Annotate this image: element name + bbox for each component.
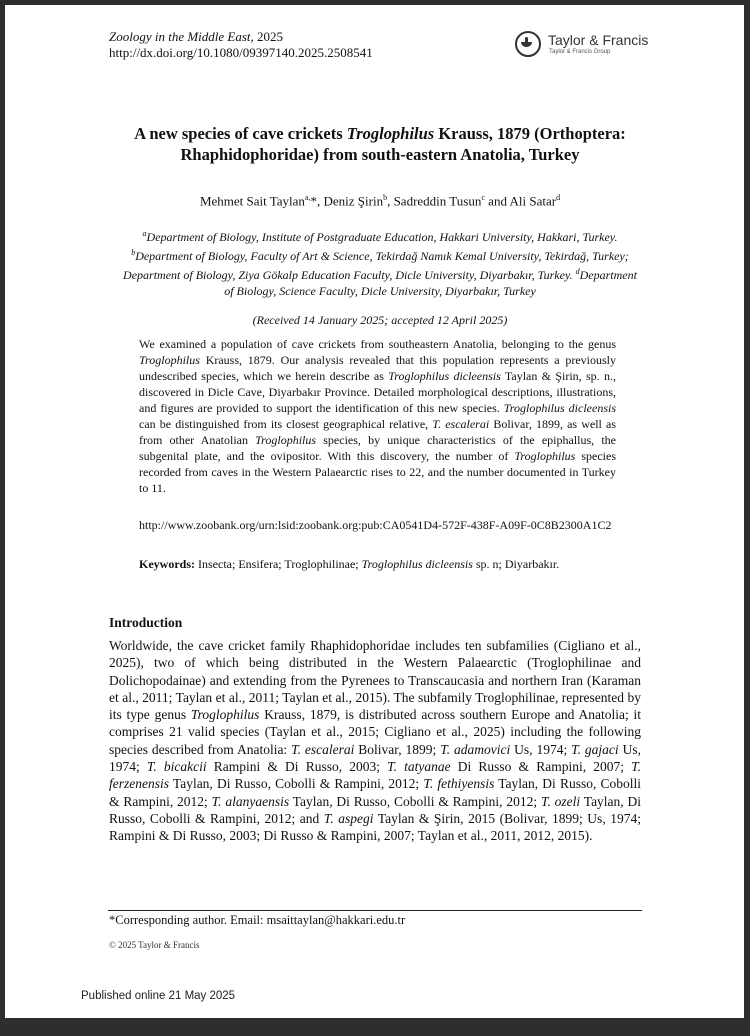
author-affil-marker: a, (304, 193, 311, 202)
italic-taxon: Troglophilus dicleensis (503, 401, 616, 415)
affil-marker: d (575, 267, 580, 276)
author-separator: and (484, 193, 510, 209)
publisher-logo (515, 27, 655, 63)
introduction-paragraph (109, 637, 641, 845)
affil-marker: a (142, 229, 147, 238)
keywords (139, 556, 616, 572)
text-run: Taylan & Şirin, 2015 (Bolivar, 1899; Us, 1974; Rampini & Di Russo, 2003; Di Russo & Rampini, 2007; Taylan et al., 2011, 2012, 2015). (109, 810, 641, 844)
text-run: can be distinguished from its closest geographical relative, (139, 417, 433, 431)
publisher-brand: Taylor & Francis (548, 32, 649, 48)
italic-taxon: T. tatyanae (387, 759, 451, 775)
text-run: We examined a population of cave crickets from southeastern Anatolia, belonging to the genus (139, 337, 616, 351)
author-separator: , (317, 193, 324, 209)
abstract (139, 336, 616, 496)
author-list (115, 193, 645, 209)
italic-taxon: Troglophilus (514, 449, 576, 463)
pdf-page (5, 5, 744, 1018)
affiliations (120, 226, 640, 299)
author-affil-marker: c (481, 193, 485, 202)
text-run: Krauss, 1879. Our analysis revealed that this population represents a previously undescribed species, which we herein describe as (139, 353, 616, 383)
keywords-label: Keywords: (139, 557, 195, 571)
corresponding-author-note: *Corresponding author. Email: msaittaylan@hakkari.edu.tr (109, 913, 406, 927)
text-run: Taylan, Di Russo, Cobolli & Rampini, 2012; (169, 776, 424, 792)
author-affil-marker: d (556, 193, 561, 202)
text-run: Taylan, Di Russo, Cobolli & Rampini, 2012; (289, 793, 541, 809)
italic-taxon: Troglophilus (139, 353, 200, 367)
italic-taxon: Troglophilus (255, 433, 317, 447)
italic-taxon: T. adamovici (440, 741, 511, 757)
text-run: Taylan, Di Russo, Cobolli & Rampini, 2012; and (109, 793, 642, 826)
published-online-date: Published online 21 May 2025 (81, 990, 236, 1002)
text-run: Bolivar, 1899, as well as from other Anatolian (139, 417, 616, 447)
text-run: Taylan, Di Russo, Cobolli & Rampini, 2012; (109, 776, 641, 809)
italic-taxon: T. escalerai (432, 417, 490, 431)
journal-name: Zoology in the Middle East, (109, 29, 254, 44)
italic-taxon: Troglophilus dicleensis (361, 557, 473, 571)
journal-year: 2025 (257, 29, 284, 44)
italic-taxon: T. fethiyensis (423, 776, 495, 792)
affil-marker: b (131, 248, 136, 257)
italic-taxon: Troglophilus (190, 707, 260, 723)
italic-taxon: T. alanyaensis (211, 793, 290, 809)
keywords-list (195, 557, 559, 571)
italic-taxon: T. ozeli (540, 793, 581, 809)
affiliation: Department of Biology, Science Faculty, Dicle University, Diyarbakır, Turkey (224, 268, 637, 298)
title-genus: Troglophilus (346, 124, 435, 143)
text-run: Krauss, 1879, is distributed across southern Europe and Anatolia; it comprises 21 valid species (Taylan et al., 2015; Cigliano et al., 2025) including the following species described from Anatolia: (109, 707, 641, 757)
text-run: species recorded from caves in the Western Palaearctic rises to 22, and the number documented in Turkey to 11. (139, 449, 616, 495)
text-run: Us, 1974; (510, 741, 572, 757)
author-separator: , (387, 193, 394, 209)
italic-taxon: T. aspegi (323, 810, 374, 826)
text-run: Rampini & Di Russo, 2003; (206, 759, 388, 775)
author-affil-marker: b (383, 193, 388, 202)
italic-taxon: T. ferzenensis (109, 759, 641, 792)
affiliation: Department of Biology, Institute of Postgraduate Education, Hakkari University, Hakkari, Turkey. (146, 230, 618, 244)
doi-link[interactable]: http://dx.doi.org/10.1080/09397140.2025.2508541 (109, 45, 373, 60)
zoobank-link[interactable]: http://www.zoobank.org/urn:lsid:zoobank.org:pub:CA0541D4-572F-438F-A09F-0C8B2300A1C2 (139, 518, 612, 532)
text-run: Insecta; Ensifera; Troglophilinae; (195, 557, 362, 571)
title-part-2: Krauss, 1879 (Orthoptera: Rhaphidophoridae) from south-eastern Anatolia, Turkey (180, 124, 626, 164)
text-run: Bolivar, 1899; (354, 741, 441, 757)
publisher-group: Taylor & Francis Group (549, 49, 611, 55)
text-run: sp. n; Diyarbakır. (472, 557, 560, 571)
journal-header (109, 29, 373, 61)
text-run: Worldwide, the cave cricket family Rhaphidophoridae includes ten subfamilies (Cigliano et al., 2025), two of which being distributed in the Western Palaearctic (Troglophilinae and Dolichopodainae) and extending from the Pyrenees to Transcaucasia and northern Iran (Karaman et al., 2011; Taylan et al., 2011; Taylan et al., 2015). The subfamily Troglophilinae, represented by its type genus (109, 638, 641, 723)
text-run: Di Russo & Rampini, 2007; (450, 759, 632, 775)
author-name: Ali Satar (509, 193, 557, 209)
author-name: Deniz Şirin (323, 193, 384, 209)
italic-taxon: Troglophilus dicleensis (388, 369, 501, 383)
italic-taxon: T. bicakcii (146, 759, 207, 775)
author-name: Sadreddin Tusun (393, 193, 482, 209)
italic-taxon: T. gajaci (571, 741, 619, 757)
italic-taxon: T. escalerai (291, 741, 355, 757)
text-run: species, by unique characteristics of the epiphallus, the subgenital plate, and the ovipositor. With this discovery, the number of (139, 433, 617, 463)
text-run: Us, 1974; (109, 741, 641, 775)
footnote-divider (108, 910, 642, 911)
corresponding-marker: * (310, 193, 317, 209)
affiliation: Department of Biology, Faculty of Art & Science, Tekirdağ Namık Kemal University, Tekirdağ, Turkey; Department of Biology, Ziya Gökalp Education Faculty, Dicle University, Diyarbakır, Turkey. (123, 249, 629, 282)
article-title (125, 123, 635, 165)
author-name: Mehmet Sait Taylan (199, 193, 305, 209)
copyright: © 2025 Taylor & Francis (109, 940, 200, 950)
received-dates: (Received 14 January 2025; accepted 12 April 2025) (252, 313, 508, 327)
text-run: Taylan & Şirin, sp. n., discovered in Dicle Cave, Diyarbakır Province. Detailed morphological descriptions, illustrations, and figures are provided to support the identification of this new species. (139, 369, 617, 415)
section-heading-introduction: Introduction (109, 615, 183, 630)
title-part-1: A new species of cave crickets (134, 124, 347, 143)
